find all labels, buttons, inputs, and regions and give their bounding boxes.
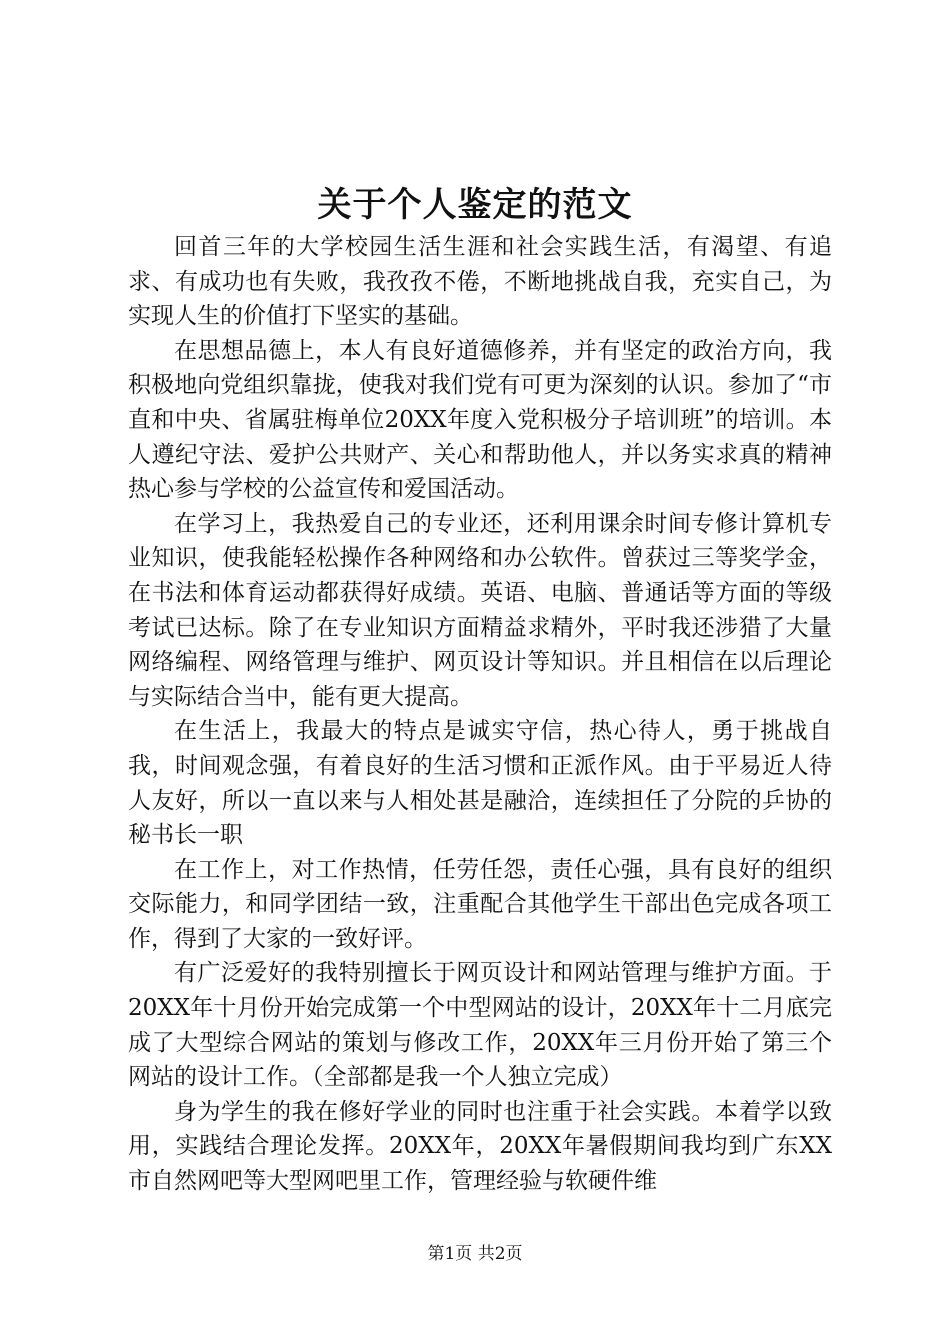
page-number-footer: 第1页 共2页 — [427, 1244, 523, 1264]
paragraph-practice: 身为学生的我在修好学业的同时也注重于社会实践。本着学以致用，实践结合理论发挥。20XX年，20XX年暑假期间我均到广东XX市自然网吧等大型网吧里工作，管理经验与软硬件维 — [128, 1098, 832, 1195]
paragraph-ideology: 在思想品德上，本人有良好道德修养，并有坚定的政治方向，我积极地向党组织靠拢，使我对我们党有可更为深刻的认识。参加了“市直和中央、省属驻梅单位20XX年度入党积极分子培训班”的培训。本人遵纪守法、爱护公共财产、关心和帮助他人，并以务实求真的精神热心参与学校的公益宣传和爱国活动。 — [128, 337, 832, 503]
paragraph-hobby: 有广泛爱好的我特别擅长于网页设计和网站管理与维护方面。于20XX年十月份开始完成第一个中型网站的设计，20XX年十二月底完成了大型综合网站的策划与修改工作，20XX年三月份开始了第三个网站的设计工作。（全部都是我一个人独立完成） — [128, 960, 832, 1091]
paragraph-intro: 回首三年的大学校园生活生涯和社会实践生活，有渴望、有追求、有成功也有失败，我孜孜不倦，不断地挑战自我，充实自己，为实现人生的价值打下坚实的基础。 — [128, 234, 832, 330]
paragraph-work: 在工作上，对工作热情，任劳任怨，责任心强，具有良好的组织交际能力，和同学团结一致，注重配合其他学生干部出色完成各项工作，得到了大家的一致好评。 — [128, 856, 832, 952]
document-body — [128, 230, 832, 1199]
paragraph-life: 在生活上，我最大的特点是诚实守信，热心待人，勇于挑战自我，时间观念强，有着良好的生活习惯和正派作风。由于平易近人待人友好，所以一直以来与人相处甚是融洽，连续担任了分院的乒协的秘书长一职 — [128, 718, 832, 849]
document-title: 关于个人鉴定的范文 — [317, 185, 633, 225]
paragraph-study: 在学习上，我热爱自己的专业还，还利用课余时间专修计算机专业知识，使我能轻松操作各种网络和办公软件。曾获过三等奖学金，在书法和体育运动都获得好成绩。英语、电脑、普通话等方面的等级考试已达标。除了在专业知识方面精益求精外，平时我还涉猎了大量网络编程、网络管理与维护、网页设计等知识。并且相信在以后理论与实际结合当中，能有更大提高。 — [128, 510, 832, 710]
